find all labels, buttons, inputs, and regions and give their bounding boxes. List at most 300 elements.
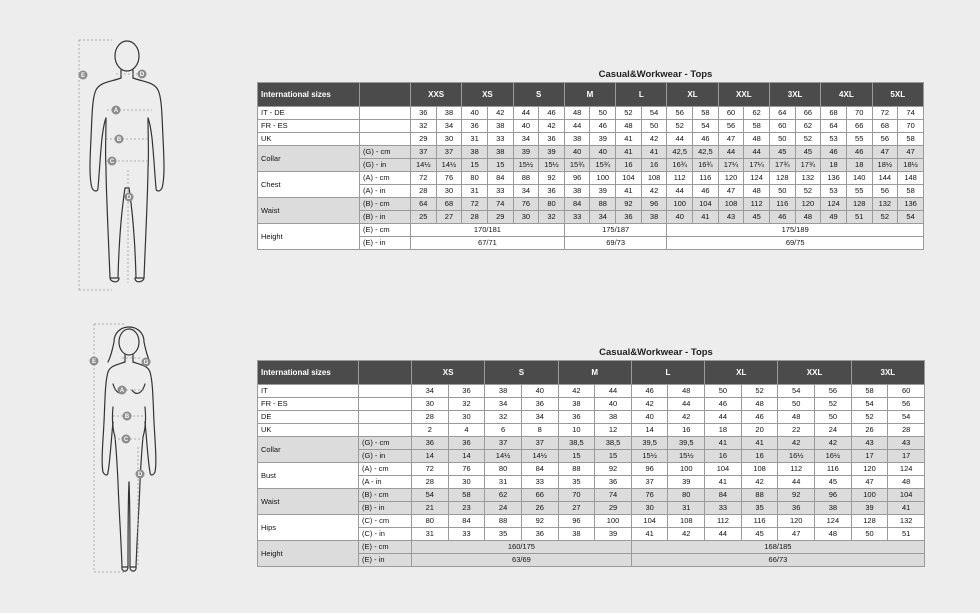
table-cell: 84 xyxy=(564,198,590,211)
table-cell: 43 xyxy=(718,211,744,224)
table-cell: 120 xyxy=(795,198,821,211)
table-cell: 44 xyxy=(744,146,770,159)
table-cell: 24 xyxy=(485,502,522,515)
table-cell: 6 xyxy=(485,424,522,437)
table-cell: 28 xyxy=(462,211,488,224)
table-cell: 88 xyxy=(741,489,778,502)
table-cell: 175/187 xyxy=(564,224,667,237)
table-cell: 43 xyxy=(888,437,925,450)
table-cell: 30 xyxy=(513,211,539,224)
table-cell: 64 xyxy=(821,120,847,133)
table-cell: 31 xyxy=(462,133,488,146)
table-cell: 34 xyxy=(513,185,539,198)
table-cell: 60 xyxy=(718,107,744,120)
table-cell: 47 xyxy=(851,476,888,489)
unit-cell xyxy=(359,424,412,437)
table-cell: 40 xyxy=(667,211,693,224)
table-row xyxy=(258,437,925,450)
table-cell: 47 xyxy=(778,528,815,541)
table-cell: 76 xyxy=(631,489,668,502)
table-cell: 33 xyxy=(448,528,485,541)
unit-label: (G) - cm xyxy=(359,437,412,450)
table-cell: 80 xyxy=(539,198,565,211)
table-cell: 52 xyxy=(741,385,778,398)
table-cell: 108 xyxy=(641,172,667,185)
table-row xyxy=(258,515,925,528)
table-cell: 44 xyxy=(705,411,742,424)
table-row xyxy=(258,133,924,146)
table-cell: 46 xyxy=(693,133,719,146)
table-row xyxy=(258,107,924,120)
table-cell: 48 xyxy=(888,476,925,489)
table-cell: 38 xyxy=(436,107,462,120)
table-cell: 76 xyxy=(513,198,539,211)
table-cell: 58 xyxy=(898,185,924,198)
table-cell: 60 xyxy=(769,120,795,133)
table-cell: 20 xyxy=(741,424,778,437)
table-cell: 46 xyxy=(590,120,616,133)
table-cell: 36 xyxy=(595,476,632,489)
size-header: XXL xyxy=(718,83,769,107)
table-cell: 15½ xyxy=(631,450,668,463)
table-cell: 16¾ xyxy=(667,159,693,172)
table-cell: 108 xyxy=(668,515,705,528)
table-cell: 41 xyxy=(741,437,778,450)
table-cell: 50 xyxy=(590,107,616,120)
table-cell: 116 xyxy=(693,172,719,185)
table-cell: 104 xyxy=(888,489,925,502)
table-cell: 72 xyxy=(872,107,898,120)
table-cell: 100 xyxy=(667,198,693,211)
table-cell: 26 xyxy=(521,502,558,515)
marker-b-letter: B xyxy=(124,414,130,421)
table-cell: 68 xyxy=(436,198,462,211)
table-cell: 116 xyxy=(769,198,795,211)
table-cell: 38,5 xyxy=(558,437,595,450)
table-cell: 62 xyxy=(485,489,522,502)
unit-cell xyxy=(359,385,412,398)
table-cell: 15 xyxy=(595,450,632,463)
header-unit-cell xyxy=(359,361,412,385)
group-label: Collar xyxy=(258,437,359,463)
table-cell: 58 xyxy=(448,489,485,502)
table-cell: 36 xyxy=(521,528,558,541)
table-cell: 40 xyxy=(462,107,488,120)
table-cell: 37 xyxy=(631,476,668,489)
table-cell: 100 xyxy=(595,515,632,528)
table-cell: 170/181 xyxy=(411,224,565,237)
unit-label: (B) - cm xyxy=(359,489,412,502)
table-cell: 34 xyxy=(485,398,522,411)
table-row xyxy=(258,398,925,411)
table-cell: 44 xyxy=(778,476,815,489)
unit-label: (A) - in xyxy=(360,185,411,198)
table-cell: 17¼ xyxy=(744,159,770,172)
table-cell: 67/71 xyxy=(411,237,565,250)
table-cell: 46 xyxy=(693,185,719,198)
table-cell: 66/73 xyxy=(631,554,924,567)
table-cell: 37 xyxy=(411,146,437,159)
table-cell: 32 xyxy=(448,398,485,411)
table-cell: 16 xyxy=(616,159,642,172)
table-cell: 24 xyxy=(815,424,852,437)
table-cell: 39 xyxy=(513,146,539,159)
header-label: International sizes xyxy=(258,361,359,385)
table-row xyxy=(258,502,925,515)
table-cell: 37 xyxy=(521,437,558,450)
table-cell: 46 xyxy=(821,146,847,159)
marker-d-letter: D xyxy=(126,195,132,202)
table-cell: 42,5 xyxy=(693,146,719,159)
size-header: XXS xyxy=(411,83,462,107)
unit-label: (C) - cm xyxy=(359,515,412,528)
size-header: L xyxy=(631,361,704,385)
table-cell: 31 xyxy=(412,528,449,541)
table-cell: 124 xyxy=(888,463,925,476)
table-cell: 42 xyxy=(631,398,668,411)
table-row xyxy=(258,146,924,159)
size-table-men xyxy=(257,82,924,250)
unit-label: (E) - cm xyxy=(359,541,412,554)
header-label: International sizes xyxy=(258,83,360,107)
table-cell: 88 xyxy=(513,172,539,185)
table-cell: 36 xyxy=(448,437,485,450)
table-cell: 44 xyxy=(705,528,742,541)
row-label: DE xyxy=(258,411,359,424)
unit-label: (G) - in xyxy=(359,450,412,463)
table-cell: 48 xyxy=(616,120,642,133)
table-cell: 100 xyxy=(590,172,616,185)
men-size-chart xyxy=(257,68,924,250)
table-cell: 112 xyxy=(778,463,815,476)
table-cell: 47 xyxy=(898,146,924,159)
table-cell: 160/175 xyxy=(412,541,632,554)
table-cell: 27 xyxy=(558,502,595,515)
table-cell: 62 xyxy=(795,120,821,133)
table-cell: 29 xyxy=(487,211,513,224)
table-cell: 72 xyxy=(412,463,449,476)
table-cell: 36 xyxy=(412,437,449,450)
table-cell: 41 xyxy=(616,146,642,159)
table-cell: 33 xyxy=(705,502,742,515)
row-label: UK xyxy=(258,133,360,146)
table-cell: 17 xyxy=(888,450,925,463)
table-cell: 41 xyxy=(641,146,667,159)
unit-label: (G) - cm xyxy=(360,146,411,159)
table-cell: 120 xyxy=(851,463,888,476)
table-cell: 96 xyxy=(564,172,590,185)
table-cell: 128 xyxy=(769,172,795,185)
table-cell: 66 xyxy=(795,107,821,120)
marker-d-letter: D xyxy=(137,472,143,479)
table-cell: 56 xyxy=(815,385,852,398)
table-cell: 31 xyxy=(668,502,705,515)
group-label: Waist xyxy=(258,489,359,515)
table-cell: 54 xyxy=(778,385,815,398)
table-cell: 16 xyxy=(668,424,705,437)
table-cell: 15½ xyxy=(539,159,565,172)
unit-label: (B) - cm xyxy=(360,198,411,211)
table-cell: 50 xyxy=(769,133,795,146)
table-cell: 33 xyxy=(487,133,513,146)
table-cell: 48 xyxy=(744,133,770,146)
table-cell: 32 xyxy=(411,120,437,133)
table-cell: 38 xyxy=(487,146,513,159)
table-cell: 39 xyxy=(595,528,632,541)
table-cell: 18½ xyxy=(872,159,898,172)
table-cell: 26 xyxy=(851,424,888,437)
table-cell: 112 xyxy=(667,172,693,185)
table-cell: 40 xyxy=(513,120,539,133)
table-cell: 72 xyxy=(462,198,488,211)
table-cell: 30 xyxy=(448,411,485,424)
table-cell: 128 xyxy=(846,198,872,211)
table-cell: 116 xyxy=(815,463,852,476)
table-row xyxy=(258,528,925,541)
size-header: 5XL xyxy=(872,83,923,107)
table-cell: 64 xyxy=(769,107,795,120)
table-cell: 42 xyxy=(815,437,852,450)
table-cell: 18 xyxy=(705,424,742,437)
size-header: XL xyxy=(705,361,778,385)
table-cell: 55 xyxy=(846,185,872,198)
header-row xyxy=(258,83,924,107)
table-cell: 40 xyxy=(595,398,632,411)
table-cell: 52 xyxy=(795,133,821,146)
table-cell: 42 xyxy=(539,120,565,133)
table-cell: 34 xyxy=(590,211,616,224)
table-cell: 30 xyxy=(631,502,668,515)
table-cell: 42 xyxy=(741,476,778,489)
table-cell: 33 xyxy=(521,476,558,489)
table-cell: 50 xyxy=(815,411,852,424)
women-size-chart xyxy=(257,346,925,567)
size-header: S xyxy=(513,83,564,107)
table-cell: 22 xyxy=(778,424,815,437)
table-cell: 66 xyxy=(521,489,558,502)
table-cell: 4 xyxy=(448,424,485,437)
table-cell: 15½ xyxy=(668,450,705,463)
table-cell: 36 xyxy=(462,120,488,133)
size-header: XL xyxy=(667,83,718,107)
row-label: IT xyxy=(258,385,359,398)
table-cell: 50 xyxy=(851,528,888,541)
table-cell: 17¾ xyxy=(795,159,821,172)
table-cell: 38 xyxy=(564,185,590,198)
table-cell: 92 xyxy=(778,489,815,502)
table-cell: 32 xyxy=(485,411,522,424)
table-cell: 48 xyxy=(778,411,815,424)
table-cell: 92 xyxy=(616,198,642,211)
table-cell: 47 xyxy=(718,133,744,146)
table-cell: 175/189 xyxy=(667,224,924,237)
table-row xyxy=(258,172,924,185)
marker-a-letter: A xyxy=(119,388,125,395)
table-cell: 56 xyxy=(888,398,925,411)
table-cell: 124 xyxy=(821,198,847,211)
table-cell: 50 xyxy=(641,120,667,133)
table-cell: 30 xyxy=(436,185,462,198)
table-cell: 36 xyxy=(448,385,485,398)
table-cell: 38 xyxy=(595,411,632,424)
size-header: M xyxy=(564,83,615,107)
size-header: 3XL xyxy=(851,361,924,385)
table-cell: 17¼ xyxy=(718,159,744,172)
unit-cell xyxy=(360,120,411,133)
table-cell: 14 xyxy=(448,450,485,463)
table-cell: 10 xyxy=(558,424,595,437)
table-cell: 54 xyxy=(693,120,719,133)
size-header: XS xyxy=(462,83,513,107)
unit-cell xyxy=(360,133,411,146)
table-cell: 15¾ xyxy=(564,159,590,172)
table-cell: 46 xyxy=(631,385,668,398)
table-cell: 80 xyxy=(485,463,522,476)
table-cell: 52 xyxy=(872,211,898,224)
table-cell: 56 xyxy=(718,120,744,133)
size-header: XXL xyxy=(778,361,851,385)
table-cell: 41 xyxy=(705,437,742,450)
row-label: IT - DE xyxy=(258,107,360,120)
table-cell: 39,5 xyxy=(668,437,705,450)
unit-cell xyxy=(359,411,412,424)
table-cell: 112 xyxy=(744,198,770,211)
table-cell: 74 xyxy=(487,198,513,211)
table-cell: 45 xyxy=(741,528,778,541)
table-cell: 50 xyxy=(778,398,815,411)
table-cell: 18 xyxy=(821,159,847,172)
table-cell: 112 xyxy=(705,515,742,528)
table-cell: 58 xyxy=(851,385,888,398)
table-cell: 50 xyxy=(769,185,795,198)
table-cell: 69/73 xyxy=(564,237,667,250)
table-cell: 41 xyxy=(631,528,668,541)
table-cell: 16½ xyxy=(815,450,852,463)
table-cell: 124 xyxy=(815,515,852,528)
chart-title: Casual&Workwear - Tops xyxy=(598,69,713,80)
table-cell: 53 xyxy=(821,133,847,146)
table-cell: 38 xyxy=(558,398,595,411)
table-cell: 29 xyxy=(595,502,632,515)
male-body-outline-icon xyxy=(72,38,178,296)
table-cell: 104 xyxy=(616,172,642,185)
table-cell: 128 xyxy=(851,515,888,528)
table-cell: 38 xyxy=(564,133,590,146)
table-cell: 45 xyxy=(795,146,821,159)
table-cell: 14 xyxy=(631,424,668,437)
table-row xyxy=(258,411,925,424)
table-cell: 76 xyxy=(448,463,485,476)
group-label: Chest xyxy=(258,172,360,198)
unit-label: (E) - cm xyxy=(360,224,411,237)
female-body-outline-icon xyxy=(84,322,176,578)
table-cell: 35 xyxy=(741,502,778,515)
table-cell: 48 xyxy=(741,398,778,411)
table-cell: 72 xyxy=(411,172,437,185)
table-cell: 66 xyxy=(846,120,872,133)
table-cell: 80 xyxy=(412,515,449,528)
table-cell: 14 xyxy=(412,450,449,463)
table-cell: 16 xyxy=(641,159,667,172)
table-cell: 46 xyxy=(539,107,565,120)
table-cell: 15½ xyxy=(513,159,539,172)
table-cell: 36 xyxy=(539,185,565,198)
table-cell: 69/75 xyxy=(667,237,924,250)
table-row xyxy=(258,224,924,237)
table-cell: 40 xyxy=(590,146,616,159)
row-label: FR - ES xyxy=(258,398,359,411)
table-cell: 30 xyxy=(436,133,462,146)
table-cell: 44 xyxy=(513,107,539,120)
table-cell: 58 xyxy=(744,120,770,133)
table-cell: 56 xyxy=(872,133,898,146)
table-cell: 39 xyxy=(539,146,565,159)
table-cell: 58 xyxy=(898,133,924,146)
table-cell: 92 xyxy=(595,463,632,476)
table-cell: 96 xyxy=(641,198,667,211)
table-cell: 15¾ xyxy=(590,159,616,172)
table-cell: 28 xyxy=(412,411,449,424)
table-cell: 47 xyxy=(872,146,898,159)
table-cell: 42 xyxy=(558,385,595,398)
table-cell: 16 xyxy=(741,450,778,463)
table-cell: 44 xyxy=(667,185,693,198)
table-cell: 15 xyxy=(487,159,513,172)
group-label: Collar xyxy=(258,146,360,172)
unit-label: (C) - in xyxy=(359,528,412,541)
table-cell: 16¾ xyxy=(693,159,719,172)
table-cell: 42,5 xyxy=(667,146,693,159)
table-cell: 14½ xyxy=(436,159,462,172)
table-cell: 56 xyxy=(667,107,693,120)
unit-cell xyxy=(359,398,412,411)
table-cell: 63/69 xyxy=(412,554,632,567)
table-cell: 41 xyxy=(616,185,642,198)
marker-g-letter: G xyxy=(143,360,149,367)
size-table-women xyxy=(257,360,925,567)
table-cell: 84 xyxy=(487,172,513,185)
table-cell: 40 xyxy=(521,385,558,398)
table-cell: 15 xyxy=(558,450,595,463)
table-cell: 25 xyxy=(411,211,437,224)
table-cell: 60 xyxy=(888,385,925,398)
table-cell: 34 xyxy=(521,411,558,424)
table-row xyxy=(258,198,924,211)
table-cell: 39,5 xyxy=(631,437,668,450)
table-cell: 46 xyxy=(741,411,778,424)
table-cell: 132 xyxy=(888,515,925,528)
unit-label: (E) - in xyxy=(359,554,412,567)
table-cell: 116 xyxy=(741,515,778,528)
table-cell: 40 xyxy=(631,411,668,424)
table-cell: 16 xyxy=(705,450,742,463)
table-cell: 41 xyxy=(888,502,925,515)
table-cell: 84 xyxy=(705,489,742,502)
table-cell: 104 xyxy=(705,463,742,476)
table-cell: 62 xyxy=(744,107,770,120)
marker-g-letter: D xyxy=(139,72,145,79)
chart-title: Casual&Workwear - Tops xyxy=(599,347,713,358)
table-cell: 17¾ xyxy=(769,159,795,172)
table-cell: 88 xyxy=(485,515,522,528)
marker-e-letter: E xyxy=(91,359,97,366)
table-cell: 104 xyxy=(693,198,719,211)
table-cell: 42 xyxy=(487,107,513,120)
table-cell: 124 xyxy=(744,172,770,185)
table-cell: 100 xyxy=(668,463,705,476)
table-cell: 44 xyxy=(668,398,705,411)
table-cell: 80 xyxy=(462,172,488,185)
